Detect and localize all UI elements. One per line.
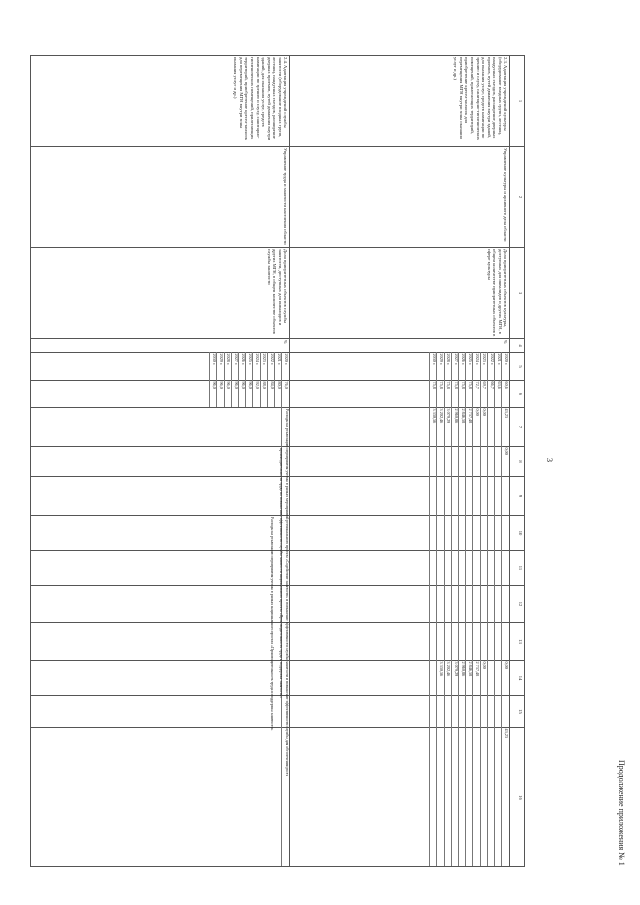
row2-year: 2028 г. [226, 353, 232, 366]
header-col-15: 15 [510, 695, 525, 727]
row2-executor: Управление труда и занятости населения области [30, 146, 290, 247]
row-divider [501, 352, 502, 867]
row1-year: 2024 г. [475, 353, 481, 366]
row1-col7-value: 3 330,56 [432, 408, 437, 424]
row1-col7-value: 43,23 [504, 408, 509, 418]
row1-value: 63,6 [496, 381, 502, 389]
row-divider [465, 352, 466, 867]
row2-col-12 [30, 585, 290, 622]
row2-year: 2021 г. [276, 353, 282, 366]
row2-col-7 [30, 407, 290, 446]
row1-col-16 [290, 727, 510, 867]
row1-col7-value: 3 079,29 [446, 408, 452, 424]
row-divider [429, 352, 430, 867]
row1-col-11 [290, 550, 510, 585]
row2-base-year: 2020 г. [284, 353, 289, 366]
row1-col-8 [290, 446, 510, 476]
row1-value: 66,7 [489, 381, 495, 389]
row1-col14-value: 0,00 [504, 661, 509, 669]
row-divider [487, 352, 488, 867]
row2-col-9 [30, 476, 290, 515]
row2-value: 92,0 [255, 381, 261, 389]
row1-col14-value: 2 737,48 [475, 661, 481, 677]
row2-col-14 [30, 660, 290, 695]
row1-col8-value: 0,00 [504, 447, 509, 455]
continuation-label: Продолжение приложения № 1 [617, 760, 626, 866]
header-col-10: 10 [510, 515, 525, 550]
row2-year: 2026 г. [240, 353, 246, 366]
row1-col14-value: 0,00 [482, 661, 488, 669]
row1-value: 75,8 [453, 381, 459, 389]
row-divider [444, 352, 445, 867]
row2-value: 80,0 [276, 381, 282, 389]
row1-col7-value: 2 846,58 [460, 408, 466, 424]
header-col-3: 3 [510, 247, 525, 338]
row1-value: 75,8 [460, 381, 466, 389]
header-col-12: 12 [510, 585, 525, 622]
row2-unit: % [30, 338, 290, 352]
row1-unit: % [290, 338, 510, 352]
row1-col7-value: 0,00 [482, 408, 488, 416]
row2-event: 2.4. Адаптация учреждений службы занятости (оборудование входных групп, лестниц, пандусных съездов, расширение дверных проемов, путей движения внутри зданий, для оказания услуг, средств навигации по зрению и слуху, санитарно-гигиенических помещений, прилегающих территорий, приобретение кресел-колясок для перемещения МГН внутри зоны оказания услуг и др.) [30, 55, 290, 146]
row2-col-16 [30, 727, 290, 867]
row1-col7-value: 2 737,48 [468, 408, 473, 424]
header-col-13: 13 [510, 622, 525, 660]
row1-col16-value: 43,23 [504, 728, 509, 738]
row2-col-13 [30, 622, 290, 660]
row2-value: 84,0 [269, 381, 275, 389]
row1-col14-value: 3 079,29 [453, 661, 459, 677]
row2-col-10 [30, 515, 290, 550]
page-number: 3 [545, 458, 554, 462]
row1-col-10 [290, 515, 510, 550]
row2-value: 96,0 [248, 381, 253, 389]
header-col-2: 2 [510, 146, 525, 247]
row2-base-value: 76,0 [284, 381, 289, 389]
row2-value: 96,0 [219, 381, 225, 389]
row1-col14-value: 3 330,56 [439, 661, 445, 677]
header-col-11: 11 [510, 550, 525, 585]
header-col-16: 16 [510, 727, 525, 867]
row1-col14-value: 2 846,58 [468, 661, 473, 677]
row1-event: 2.3. Адаптация учреждений культуры (оборудование входных групп, лестниц, пандусных съездов, расширение дверных проемов, путей движения внутри зданий, для оказания услуг, средств навигации по зрению и слуху, санитарно-гигиенических помещений, прилегающих территорий, приобретение кресел-колясок для перемещения МГН внутри зоны оказания услуг и др.) [290, 55, 510, 146]
row2-year: 2022 г. [269, 353, 275, 366]
header-col-7: 7 [510, 407, 525, 446]
header-col-4: 4 [510, 338, 525, 352]
row1-value: 75,8 [439, 381, 445, 389]
row1-year: 2025 г. [468, 353, 473, 366]
row1-year: 2028 г. [446, 353, 452, 366]
row1-value: 75,8 [446, 381, 452, 389]
row2-value: 96,0 [240, 381, 246, 389]
row1-col-9 [290, 476, 510, 515]
row1-value: 72,7 [475, 381, 481, 389]
row1-col7-value: 0,00 [475, 408, 481, 416]
row1-indicator: Доля приоритетных объектов культуры, доступных для инвалидов и других МГН, в общем количестве приоритетных объектов в сфере культуры [290, 247, 510, 338]
row-divider [473, 352, 474, 867]
expense-note: Расходы на реализацию мероприятия учтены в рамках национального проекта «Производительность труда и поддержка занятости» [270, 517, 274, 731]
row1-col7-value: 2 960,86 [453, 408, 459, 424]
row1-executor: Управление культуры и архивного дела области [290, 146, 510, 247]
row2-year: 2023 г. [262, 353, 268, 366]
row-divider [480, 352, 481, 867]
row2-value: 96,0 [233, 381, 239, 389]
row2-year: 2025 г. [248, 353, 253, 366]
row2-value: 88,0 [262, 381, 268, 389]
row1-year: 2026 г. [460, 353, 466, 366]
row1-value: 75,8 [468, 381, 473, 389]
row2-year: 2030 г. [212, 353, 217, 366]
row2-col-15 [30, 695, 290, 727]
row1-value: 75,8 [432, 381, 437, 389]
expense-note: производительности труда по повышению эффективности службы занятости национального проекта «Производительность труда и поддержка занятости» [279, 448, 283, 699]
row1-col14-value: 3 202,46 [446, 661, 452, 677]
row2-year: 2029 г. [219, 353, 225, 366]
row-divider [458, 352, 459, 867]
row1-value: 69,7 [482, 381, 488, 389]
row2-col-11 [30, 550, 290, 585]
row1-year: 2029 г. [439, 353, 445, 366]
expense-note: Расходы на реализацию мероприятия учтены в рамках мероприятий регионального проекта «Содействие занятости» и повышение эффективности службы занятости и повышение эффективности службы для обеспечения роста [285, 409, 289, 777]
row1-year: 2021 г. [496, 353, 502, 366]
row1-year: 2023 г. [482, 353, 488, 366]
row-divider [494, 352, 495, 867]
header-col-1: 1 [510, 55, 525, 146]
row2-col-8 [30, 446, 290, 476]
row2-year: 2024 г. [255, 353, 261, 366]
header-col-8: 8 [510, 446, 525, 476]
row1-col-13 [290, 622, 510, 660]
row1-col-12 [290, 585, 510, 622]
row1-year: 2027 г. [453, 353, 459, 366]
header-col-6: 6 [510, 380, 525, 407]
row2-year: 2027 г. [233, 353, 239, 366]
row1-col-15 [290, 695, 510, 727]
row-divider [451, 352, 452, 867]
header-col-9: 9 [510, 476, 525, 515]
measures-table [30, 55, 525, 867]
row1-year: 2022 г. [489, 353, 495, 366]
row2-indicator: Доля приоритетных объектов службы занятости, доступных для инвалидов и других МГН, в общем количестве объектов службы занятости [30, 247, 290, 338]
row1-base-value: 60,6 [504, 381, 509, 389]
row-divider [209, 352, 210, 407]
row1-col7-value: 3 202,46 [439, 408, 445, 424]
header-col-14: 14 [510, 660, 525, 695]
row2-value: 96,0 [212, 381, 217, 389]
row2-value: 96,0 [226, 381, 232, 389]
row1-year: 2030 г. [432, 353, 437, 366]
row1-base-year: 2020 г. [504, 353, 509, 366]
header-col-5: 5 [510, 352, 525, 380]
row1-col14-value: 2 960,86 [460, 661, 466, 677]
row-divider [437, 352, 438, 867]
